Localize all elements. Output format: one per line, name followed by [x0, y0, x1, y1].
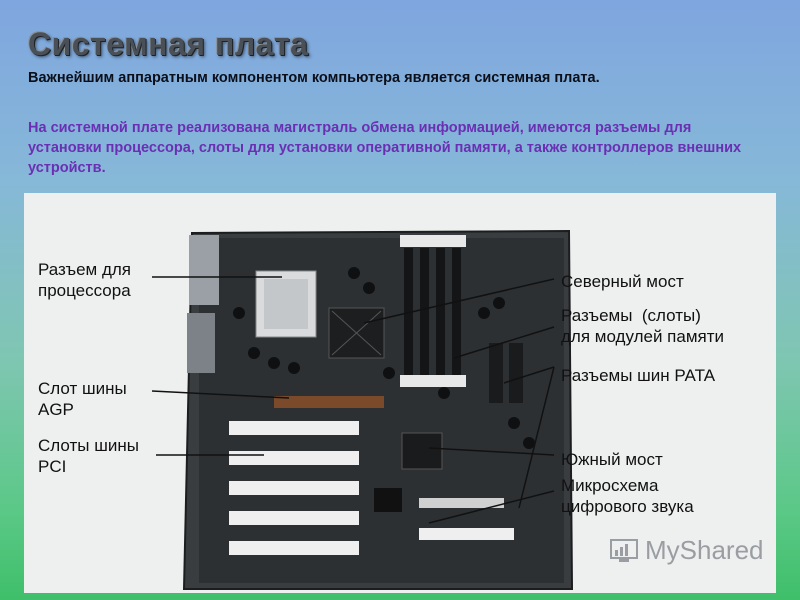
motherboard-illustration — [24, 193, 776, 593]
label-pci-slots — [38, 435, 139, 477]
label-agp-slot — [38, 378, 127, 420]
label-line: Слоты шины — [38, 436, 139, 455]
label-line: Южный мост — [561, 450, 663, 469]
slide-title: Системная плата — [28, 26, 309, 62]
label-line: цифрового звука — [561, 497, 694, 516]
label-north-bridge — [561, 271, 684, 292]
motherboard-photo — [24, 193, 776, 593]
label-line: процессора — [38, 281, 131, 300]
myshared-logo-icon — [609, 538, 639, 564]
label-memory-slots — [561, 305, 724, 347]
label-line: Разъемы (слоты) — [561, 306, 701, 325]
label-cpu-socket — [38, 259, 131, 301]
label-line: Разъемы шин PATA — [561, 366, 716, 385]
label-line: PCI — [38, 457, 67, 476]
label-line: Слот шины — [38, 379, 127, 398]
label-line: Северный мост — [561, 272, 684, 291]
watermark-text: MyShared — [645, 535, 764, 565]
intro-text: Важнейшим аппаратным компонентом компьютера является системная плата. — [28, 70, 600, 86]
label-line: Разъем для — [38, 260, 131, 279]
label-line: для модулей памяти — [561, 327, 725, 346]
watermark — [609, 535, 764, 566]
label-line: Микросхема — [561, 476, 659, 495]
highlight-text: На системной плате реализована магистраль обмена информацией, имеются разъемы для установки процессора, слоты для установки оперативной памяти, а также контроллеров внешних устройств. — [28, 120, 742, 176]
label-south-bridge — [561, 449, 663, 470]
label-pata — [561, 365, 715, 386]
label-audio-chip — [561, 475, 694, 517]
label-line: AGP — [38, 400, 74, 419]
